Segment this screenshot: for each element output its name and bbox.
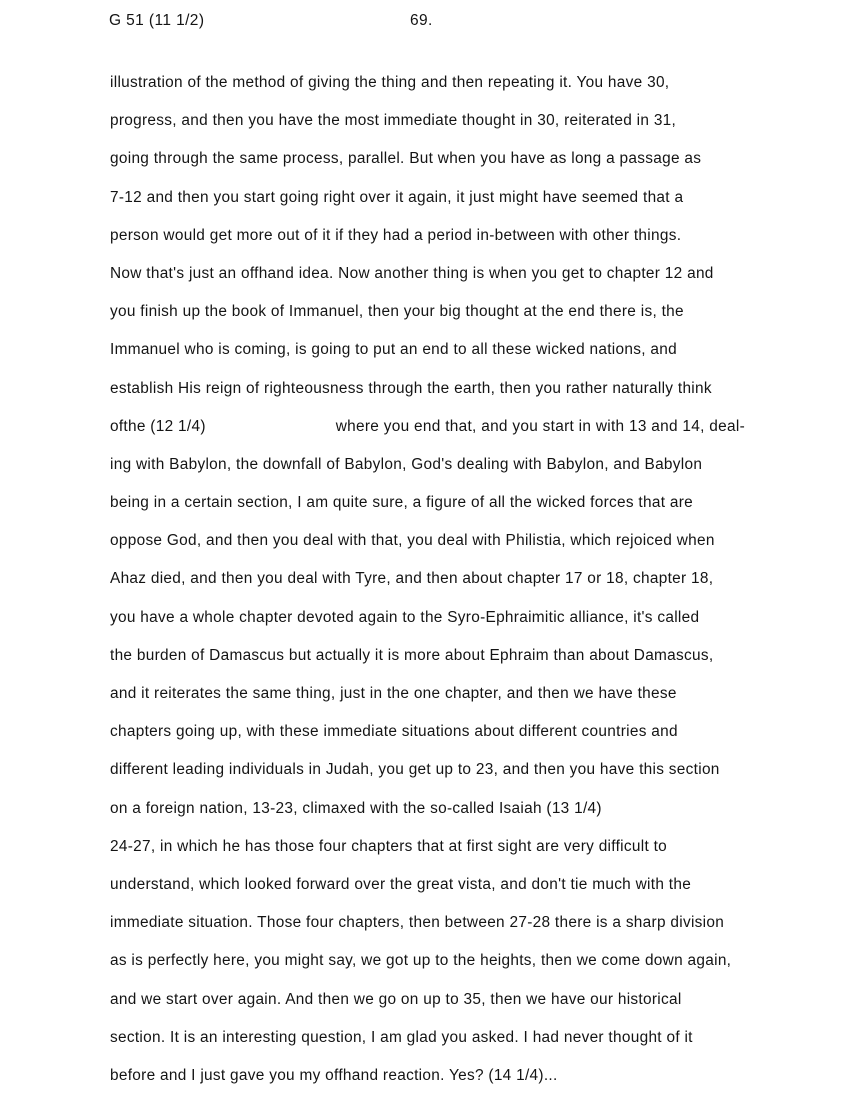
text-line: oppose God, and then you deal with that, you deal with Philistia, which rejoiced when bbox=[110, 532, 715, 550]
text-line: section. It is an interesting question, I am glad you asked. I had never thought of it bbox=[110, 1028, 693, 1046]
page-number: 69. bbox=[410, 12, 433, 29]
text-line: and it reiterates the same thing, just in the one chapter, and then we have these bbox=[110, 685, 677, 702]
text-line: going through the same process, parallel. But when you have as long a passage as bbox=[110, 150, 702, 168]
text-line: 24-27, in which he has those four chapters that at first sight are very difficult to bbox=[110, 837, 668, 855]
text-line: as is perfectly here, you might say, we got up to the heights, then we come down again, bbox=[110, 952, 732, 970]
text-line: you have a whole chapter devoted again to the Syro-Ephraimitic alliance, it's called bbox=[110, 608, 700, 626]
page-reference: G 51 (11 1/2) bbox=[109, 12, 205, 29]
text-line: illustration of the method of giving the thing and then repeating it. You have 30, bbox=[110, 74, 670, 91]
text-line-with-gap bbox=[110, 408, 846, 446]
text-line: chapters going up, with these immediate situations about different countries and bbox=[110, 723, 678, 741]
text-line: being in a certain section, I am quite sure, a figure of all the wicked forces that are bbox=[110, 494, 694, 512]
text-line-right: where you end that, and you start in with 13 and 14, deal- bbox=[335, 417, 746, 435]
text-line: on a foreign nation, 13-23, climaxed with the so-called Isaiah (13 1/4) bbox=[110, 799, 602, 817]
text-line: ing with Babylon, the downfall of Babylon, God's dealing with Babylon, and Babylon bbox=[110, 455, 703, 473]
text-line: the burden of Damascus but actually it is more about Ephraim than about Damascus, bbox=[110, 646, 714, 664]
text-line-left: ofthe (12 1/4) bbox=[110, 417, 206, 435]
text-line: immediate situation. Those four chapters, then between 27-28 there is a sharp division bbox=[110, 914, 725, 932]
text-line: progress, and then you have the most immediate thought in 30, reiterated in 31, bbox=[110, 112, 677, 130]
text-line: Ahaz died, and then you deal with Tyre, and then about chapter 17 or 18, chapter 18, bbox=[110, 570, 714, 588]
text-line: Immanuel who is coming, is going to put an end to all these wicked nations, and bbox=[110, 341, 677, 359]
text-line: understand, which looked forward over the great vista, and don't tie much with the bbox=[110, 875, 692, 893]
text-line: 7-12 and then you start going right over it again, it just might have seemed that a bbox=[110, 188, 684, 206]
text-line: person would get more out of it if they had a period in-between with other things. bbox=[110, 226, 682, 244]
text-line: establish His reign of righteousness through the earth, then you rather naturally think bbox=[110, 379, 712, 397]
text-line: Now that's just an offhand idea. Now another thing is when you get to chapter 12 and bbox=[110, 264, 714, 282]
text-line: you finish up the book of Immanuel, then your big thought at the end there is, the bbox=[110, 303, 684, 321]
text-line: before and I just gave you my offhand reaction. Yes? (14 1/4)... bbox=[110, 1066, 558, 1084]
text-line: different leading individuals in Judah, you get up to 23, and then you have this section bbox=[110, 761, 720, 779]
text-line: and we start over again. And then we go on up to 35, then we have our historical bbox=[110, 990, 682, 1008]
body-text bbox=[110, 64, 846, 1095]
